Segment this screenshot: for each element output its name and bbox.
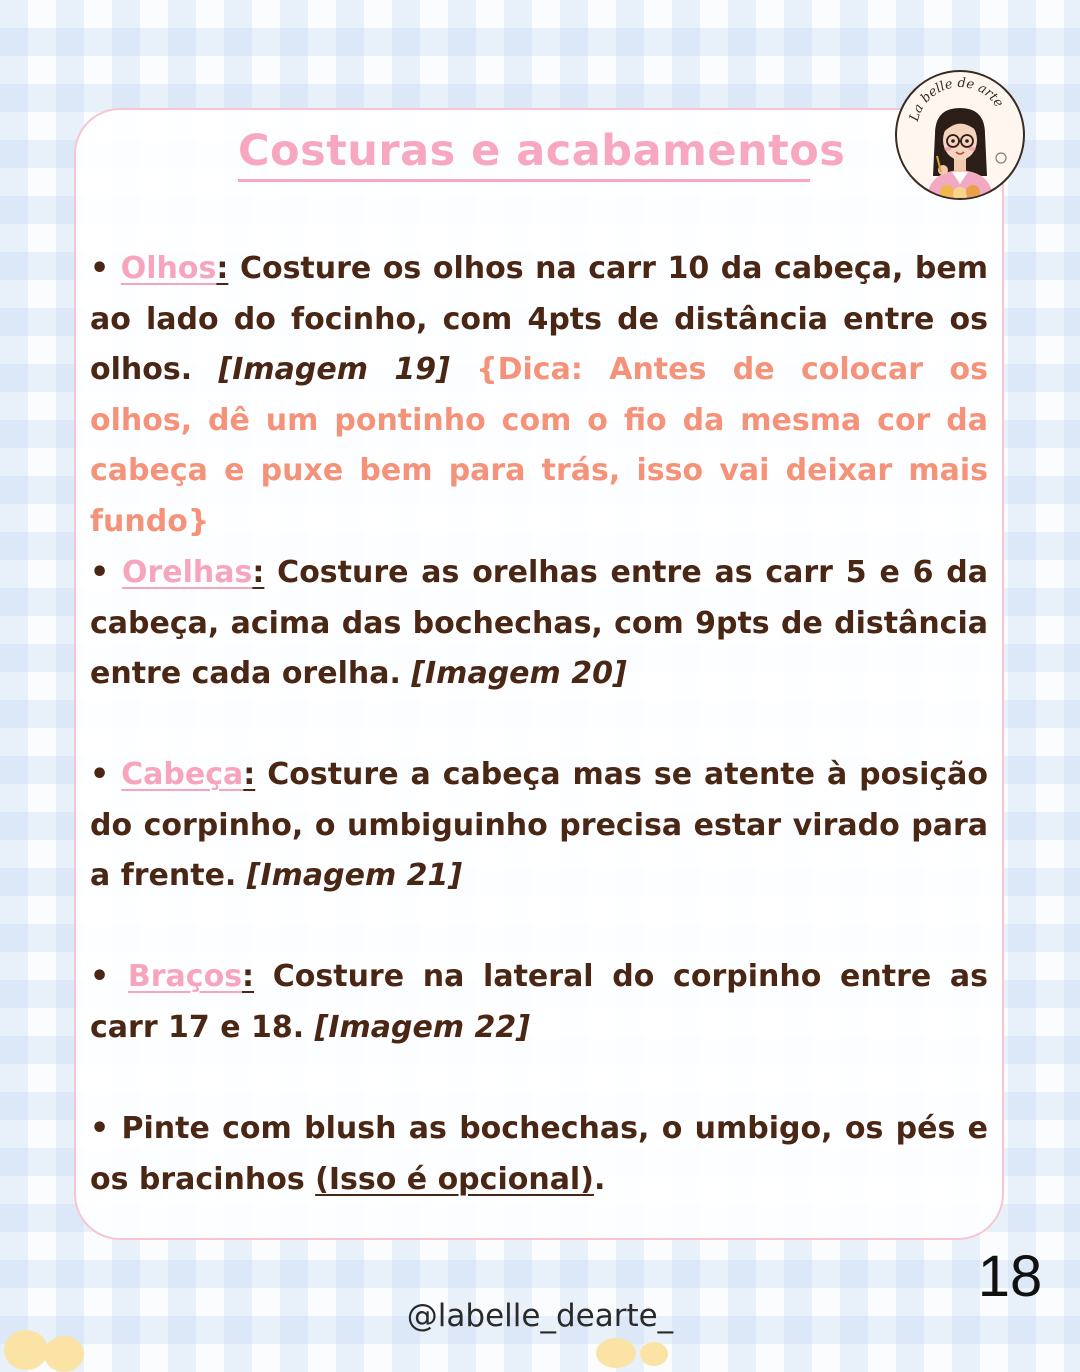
- section-text: Costure as orelhas entre as carr 5 e 6 da cabeça, acima das bochechas, com 9pts de distância entre cada orelha.: [90, 555, 988, 691]
- bullet: •: [90, 1111, 110, 1146]
- section-orelhas: [90, 548, 988, 700]
- bullet: •: [90, 959, 110, 994]
- social-handle: @labelle_dearte_: [406, 1298, 674, 1334]
- optional-note: (Isso é opcional): [315, 1161, 594, 1197]
- section-end: .: [593, 1161, 606, 1197]
- tip-text: {Dica: Antes de colocar os olhos, dê um pontinho com o fio da mesma cor da cabeça e puxe bem para trás, isso vai deixar mais fundo}: [90, 352, 988, 539]
- section-text: Costure a cabeça mas se atente à posição do corpinho, o umbiguinho precisa estar virado para a frente.: [90, 757, 989, 893]
- page-number: 18: [977, 1244, 1043, 1309]
- label-colon: :: [242, 959, 255, 994]
- logo-text: La belle de arte: [906, 75, 1007, 124]
- section-blush: [90, 1104, 988, 1205]
- bullet: •: [90, 251, 110, 286]
- section-label: Braços: [127, 959, 243, 994]
- section-cabeca: [90, 750, 988, 902]
- bullet: •: [90, 555, 110, 590]
- decorative-bubble: [596, 1338, 636, 1368]
- section-text: Costure os olhos na carr 10 da cabeça, bem ao lado do focinho, com 4pts de distância entre os olhos.: [90, 251, 988, 387]
- page-title: Costuras e acabamentos: [238, 122, 810, 182]
- decorative-bubble: [44, 1336, 84, 1372]
- image-reference: [Imagem 19]: [218, 352, 450, 387]
- image-reference: [Imagem 20]: [411, 656, 627, 691]
- section-label: Cabeça: [121, 757, 244, 792]
- image-reference: [Imagem 21]: [246, 858, 463, 893]
- section-olhos: [90, 244, 988, 547]
- section-label: Orelhas: [121, 555, 253, 590]
- brand-logo: [895, 70, 1025, 200]
- label-colon: :: [252, 555, 265, 590]
- section-text: Pinte com blush as bochechas, o umbigo, os pés e os bracinhos: [90, 1111, 988, 1197]
- section-text: Costure na lateral do corpinho entre as carr 17 e 18.: [90, 959, 988, 1045]
- image-reference: [Imagem 22]: [314, 1009, 531, 1045]
- label-colon: :: [216, 251, 229, 286]
- decorative-bubble: [4, 1330, 48, 1370]
- label-colon: :: [243, 757, 256, 792]
- crochet-girl-avatar-icon: [897, 72, 1023, 198]
- section-bracos: [90, 952, 988, 1053]
- decorative-bubble: [640, 1342, 668, 1366]
- bullet: •: [90, 757, 110, 792]
- section-label: Olhos: [120, 251, 217, 286]
